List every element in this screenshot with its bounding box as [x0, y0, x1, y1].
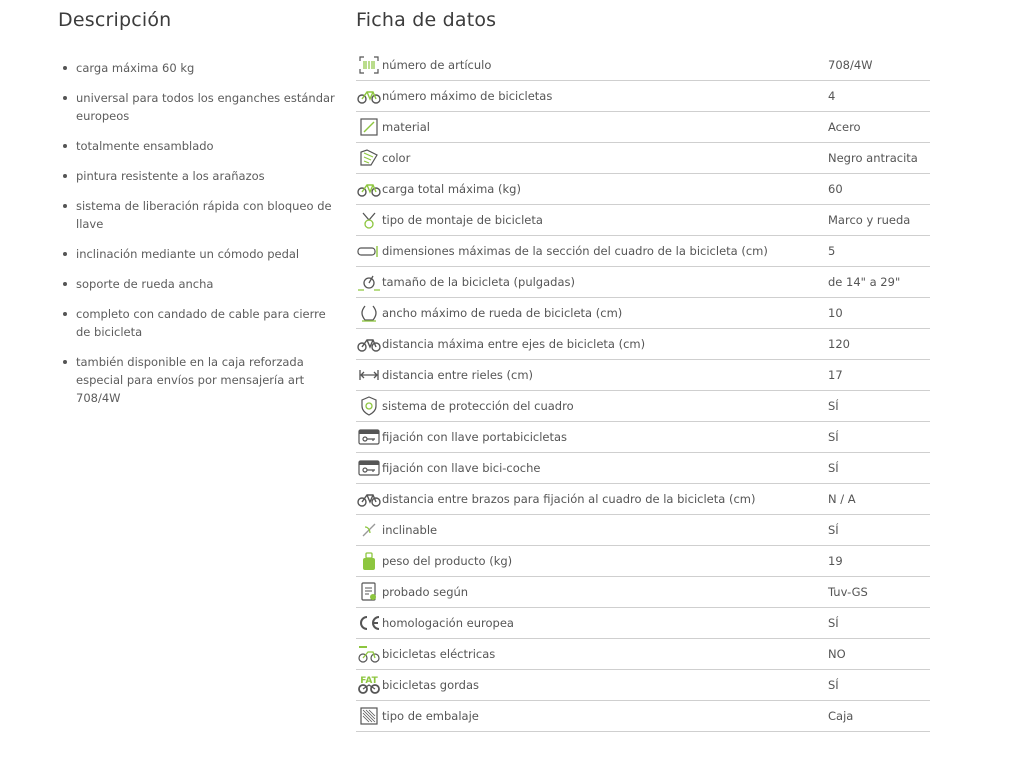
- spec-value: 60: [828, 182, 843, 196]
- spec-label: dimensiones máximas de la sección del cuadro de la bicicleta (cm): [382, 244, 768, 258]
- spec-label: ancho máximo de rueda de bicicleta (cm): [382, 306, 623, 320]
- frame-section-icon: [356, 240, 382, 262]
- spec-row: [356, 81, 930, 112]
- description-section: [58, 0, 338, 419]
- spec-label: distancia entre brazos para fijación al cuadro de la bicicleta (cm): [382, 492, 756, 506]
- wheelbase-icon: [356, 333, 382, 355]
- spec-value: 5: [828, 244, 836, 258]
- spec-label: color: [382, 151, 411, 165]
- spec-row: [356, 329, 930, 360]
- spec-row: [356, 298, 930, 329]
- bicycle-icon: [356, 85, 382, 107]
- spec-label: tipo de embalaje: [382, 709, 479, 723]
- description-item: inclinación mediante un cómodo pedal: [58, 245, 338, 263]
- spec-value: SÍ: [828, 461, 839, 475]
- spec-row: [356, 391, 930, 422]
- description-item: pintura resistente a los arañazos: [58, 167, 338, 185]
- spec-row: [356, 112, 930, 143]
- spec-label: bicicletas eléctricas: [382, 647, 496, 661]
- spec-label: material: [382, 120, 430, 134]
- spec-value: Caja: [828, 709, 854, 723]
- spec-row: [356, 453, 930, 484]
- spec-row: [356, 484, 930, 515]
- ce-mark-icon: [356, 612, 382, 634]
- spec-label: fijación con llave bici-coche: [382, 461, 541, 475]
- spec-label: carga total máxima (kg): [382, 182, 521, 196]
- spec-row: [356, 143, 930, 174]
- weight-icon: [356, 550, 382, 572]
- spec-value: SÍ: [828, 430, 839, 444]
- spec-row: [356, 639, 930, 670]
- spec-value: NO: [828, 647, 846, 661]
- spec-value: 120: [828, 337, 850, 351]
- spec-value: SÍ: [828, 616, 839, 630]
- description-item: carga máxima 60 kg: [58, 59, 338, 77]
- spec-label: bicicletas gordas: [382, 678, 480, 692]
- tilt-icon: [356, 519, 382, 541]
- key-lock-icon: [356, 457, 382, 479]
- spec-label: sistema de protección del cuadro: [382, 399, 574, 413]
- mount-type-icon: [356, 209, 382, 231]
- description-item: completo con candado de cable para cierre de bicicleta: [58, 305, 338, 341]
- spec-row: [356, 267, 930, 298]
- shield-icon: [356, 395, 382, 417]
- spec-row: [356, 360, 930, 391]
- spec-label: distancia máxima entre ejes de bicicleta (cm): [382, 337, 646, 351]
- spec-row: [356, 174, 930, 205]
- spec-value: SÍ: [828, 523, 839, 537]
- specs-title: Ficha de datos: [356, 9, 497, 31]
- spec-value: SÍ: [828, 399, 839, 413]
- spec-value: Tuv-GS: [828, 585, 868, 599]
- description-item: también disponible en la caja reforzada especial para envíos por mensajería art 708/4W: [58, 353, 338, 407]
- spec-label: peso del producto (kg): [382, 554, 513, 568]
- spec-label: número de artículo: [382, 58, 492, 72]
- spec-row: [356, 422, 930, 453]
- bicycle-load-icon: [356, 178, 382, 200]
- spec-row: [356, 608, 930, 639]
- barcode-icon: [356, 54, 382, 76]
- rail-distance-icon: [356, 364, 382, 386]
- bicycle-arms-icon: [356, 488, 382, 510]
- spec-value: 10: [828, 306, 843, 320]
- description-item: soporte de rueda ancha: [58, 275, 338, 293]
- spec-label: tamaño de la bicicleta (pulgadas): [382, 275, 575, 289]
- bicycle-size-icon: [356, 271, 382, 293]
- fat-bike-icon-text: FAT: [360, 676, 378, 686]
- color-swatch-icon: [356, 147, 382, 169]
- spec-value: N / A: [828, 492, 856, 506]
- spec-label: homologación europea: [382, 616, 514, 630]
- spec-label: fijación con llave portabicicletas: [382, 430, 568, 444]
- spec-value: 708/4W: [828, 58, 873, 72]
- description-item: sistema de liberación rápida con bloqueo de llave: [58, 197, 338, 233]
- e-bike-icon: [356, 643, 382, 665]
- spec-label: distancia entre rieles (cm): [382, 368, 534, 382]
- spec-row: [356, 205, 930, 236]
- spec-label: probado según: [382, 585, 469, 599]
- spec-row: [356, 50, 930, 81]
- specs-section: [356, 0, 930, 732]
- spec-value: 19: [828, 554, 843, 568]
- spec-value: 17: [828, 368, 843, 382]
- spec-row: [356, 546, 930, 577]
- spec-value: Acero: [828, 120, 861, 134]
- fat-bike-icon: [356, 674, 382, 696]
- spec-row: [356, 701, 930, 732]
- spec-value: de 14" a 29": [828, 275, 901, 289]
- certificate-icon: [356, 581, 382, 603]
- spec-row: [356, 670, 930, 701]
- spec-label: inclinable: [382, 523, 438, 537]
- spec-label: número máximo de bicicletas: [382, 89, 553, 103]
- description-item: universal para todos los enganches estándar europeos: [58, 89, 338, 125]
- description-list: [58, 59, 338, 407]
- spec-row: [356, 236, 930, 267]
- description-title: Descripción: [58, 9, 172, 31]
- specs-table: [356, 50, 930, 732]
- wheel-width-icon: [356, 302, 382, 324]
- description-item: totalmente ensamblado: [58, 137, 338, 155]
- material-icon: [356, 116, 382, 138]
- spec-row: [356, 577, 930, 608]
- spec-value: Negro antracita: [828, 151, 918, 165]
- spec-value: SÍ: [828, 678, 839, 692]
- packaging-icon: [356, 705, 382, 727]
- key-lock-icon: [356, 426, 382, 448]
- spec-value: 4: [828, 89, 836, 103]
- spec-row: [356, 515, 930, 546]
- spec-label: tipo de montaje de bicicleta: [382, 213, 543, 227]
- spec-value: Marco y rueda: [828, 213, 911, 227]
